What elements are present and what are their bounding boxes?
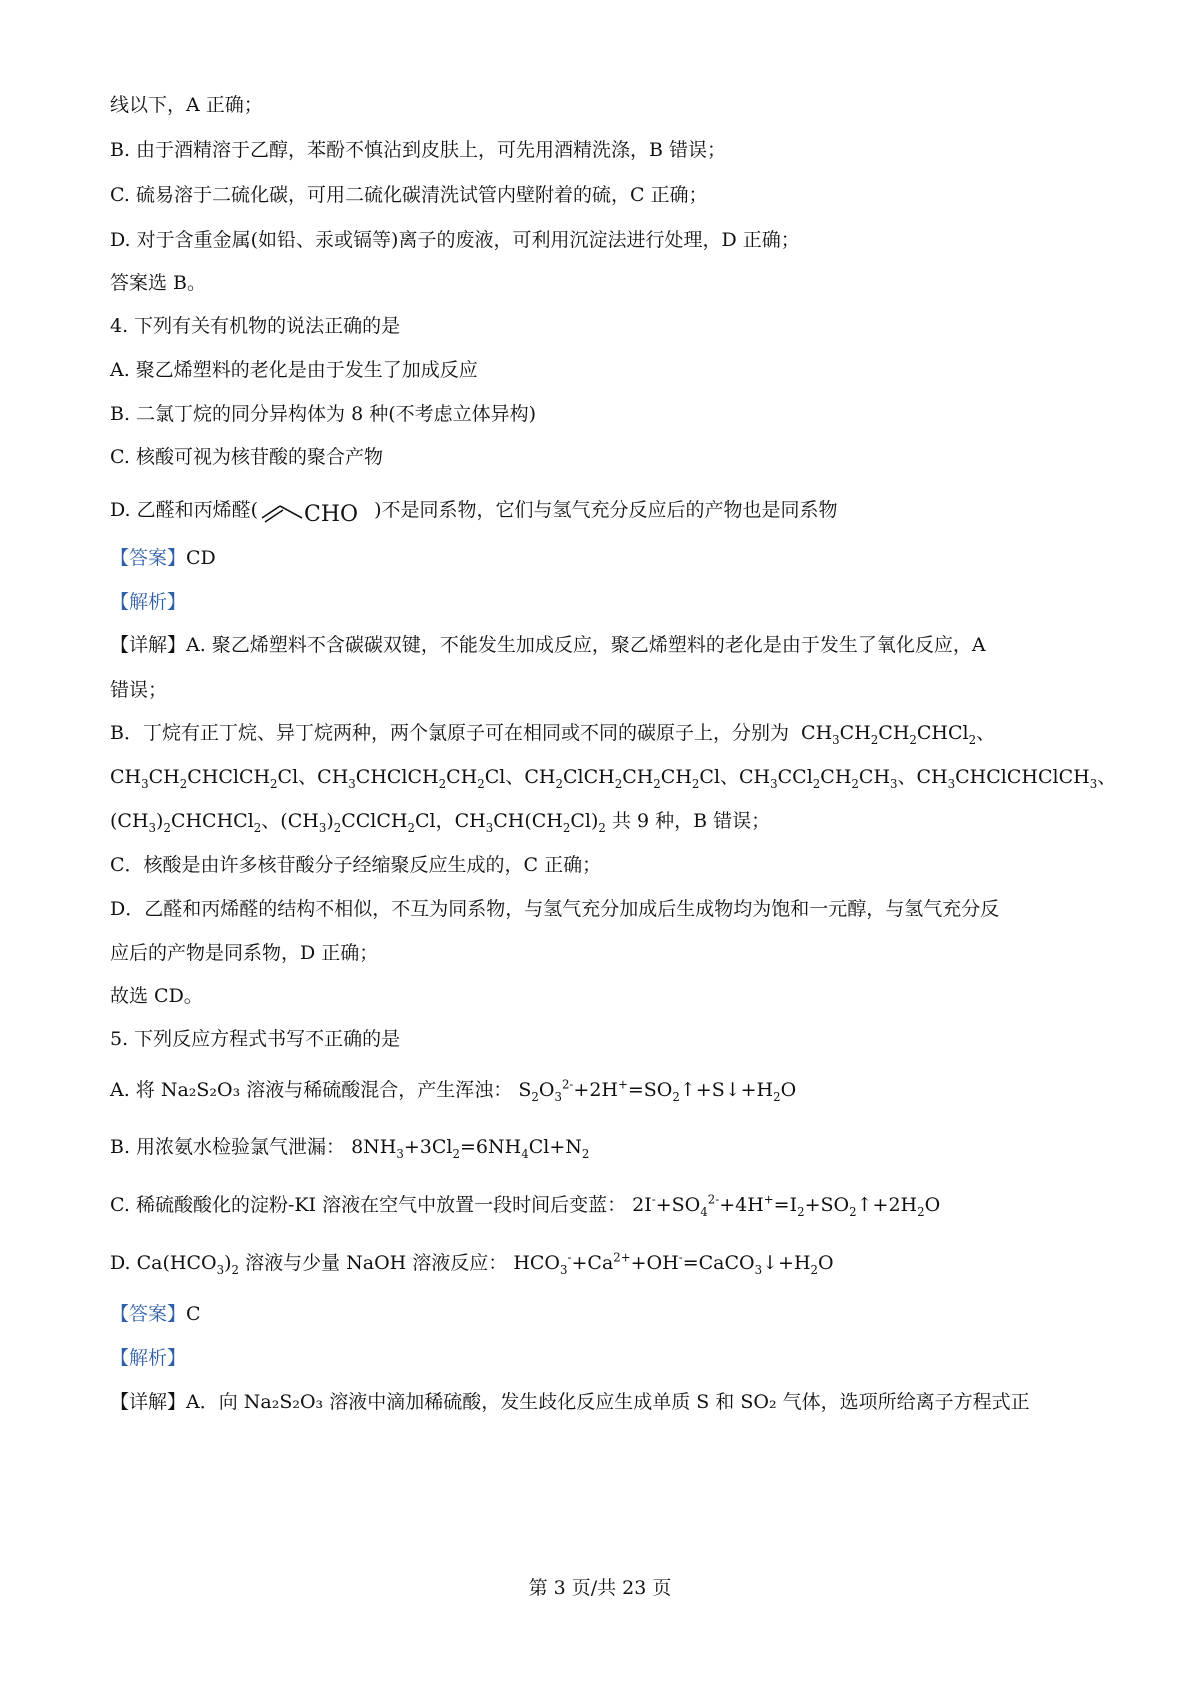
answer-value: CD [186, 547, 216, 569]
q4-detail-a-line2: 错误； [110, 679, 168, 701]
option-text: C. 稀硫酸酸化的淀粉-KI 溶液在空气中放置一段时间后变蓝： [110, 1194, 627, 1216]
question-4-stem: 4. 下列有关有机物的说法正确的是 [110, 315, 401, 337]
option-text: D. $Ca(HCO_3)_2$ [110, 1252, 240, 1277]
q4-option-d-prefix: D. 乙醛和丙烯醛( [110, 499, 259, 521]
q4-option-d [110, 494, 837, 524]
q4-option-a: A. 聚乙烯塑料的老化是由于发生了加成反应 [110, 359, 478, 381]
q4-conclusion: 故选 CD。 [110, 985, 203, 1007]
answer-tag: 【答案】 [110, 547, 187, 569]
formula: $CH_3CH_2CH_2CHCl_2$、 [795, 722, 996, 747]
q5-option-b [110, 1134, 589, 1160]
q4-detail-b-line1 [110, 720, 995, 746]
q4-detail-b-line2 [110, 764, 1116, 790]
detail-tag: 【详解】 [110, 634, 187, 656]
q5-option-a [110, 1077, 796, 1103]
detail-text: A．向 Na₂S₂O₃ 溶液中滴加稀硫酸，发生歧化反应生成单质 S 和 SO₂ 气体，选项所给离子方程式正 [186, 1391, 1030, 1413]
text-line: C. 硫易溶于二硫化碳，可用二硫化碳清洗试管内壁附着的硫，C 正确； [110, 184, 708, 206]
option-text: B. 用浓氨水检验氯气泄漏： [110, 1136, 346, 1158]
q5-analysis-tag: 【解析】 [110, 1347, 187, 1369]
q4-detail-d-line1: D．乙醛和丙烯醛的结构不相似，不互为同系物，与氢气充分加成后生成物均为饱和一元醇，与氢气充分反 [110, 898, 1000, 920]
detail-text: 共 9 种，B 错误； [611, 810, 771, 832]
option-text: 溶液与少量 NaOH 溶液反应： [245, 1252, 508, 1274]
q4-analysis-tag: 【解析】 [110, 591, 187, 613]
q4-detail-a-line1 [110, 632, 986, 658]
q4-detail-b-line3 [110, 808, 770, 834]
text-line: D. 对于含重金属(如铅、汞或镉等)离子的废液，可利用沉淀法进行处理，D 正确； [110, 229, 800, 251]
q4-option-d-suffix: )不是同系物，它们与氢气充分反应后的产物也是同系物 [374, 499, 838, 521]
q4-answer [110, 545, 216, 571]
equation: $2I^-+SO_4^{2-}+4H^+=I_2+SO_2↑+2H_2O$ [632, 1192, 941, 1219]
acrolein-structure-icon [260, 494, 372, 524]
cho-label: CHO [304, 502, 359, 524]
q5-option-c [110, 1192, 940, 1218]
q4-option-c: C. 核酸可视为核苷酸的聚合产物 [110, 446, 383, 468]
equation: $8NH_3+3Cl_2=6NH_4Cl+N_2$ [351, 1136, 590, 1161]
page-number-footer: 第 3 页/共 23 页 [528, 1577, 672, 1599]
detail-text: B．丁烷有正丁烷、异丁烷两种，两个氯原子可在相同或不同的碳原子上，分别为 [110, 722, 789, 744]
formula: $CH_3CH_2CHClCH_2Cl$、$CH_3CHClCH_2CH_2Cl$、$CH_2ClCH_2CH_2CH_2Cl$、$CH_3CCl_2CH_2CH_3$、$CH_3CHClCHClCH_3$、 [110, 766, 1117, 791]
q4-detail-d-line2: 应后的产物是同系物，D 正确； [110, 942, 379, 964]
text-line: 线以下，A 正确； [110, 94, 263, 116]
option-text: A. 将 Na₂S₂O₃ 溶液与稀硫酸混合，产生浑浊： [110, 1079, 513, 1101]
q5-answer [110, 1301, 201, 1327]
answer-tag: 【答案】 [110, 1303, 187, 1325]
text-line: B. 由于酒精溶于乙醇，苯酚不慎沾到皮肤上，可先用酒精洗涤，B 错误； [110, 139, 727, 161]
equation: $HCO_3^-+Ca^{2+}+OH^-=CaCO_3↓+H_2O$ [513, 1250, 834, 1277]
answer-value: C [186, 1303, 201, 1325]
detail-text: A. 聚乙烯塑料不含碳碳双键，不能发生加成反应，聚乙烯塑料的老化是由于发生了氧化反应，A [186, 634, 986, 656]
q4-detail-c: C．核酸是由许多核苷酸分子经缩聚反应生成的，C 正确； [110, 854, 602, 876]
equation: $S_2O_3^{2-}+2H^+=SO_2↑+S↓+H_2O$ [518, 1077, 797, 1104]
detail-tag: 【详解】 [110, 1391, 187, 1413]
text-line: 答案选 B。 [110, 272, 207, 294]
question-5-stem: 5. 下列反应方程式书写不正确的是 [110, 1028, 401, 1050]
formula: $(CH_3)_2CHCHCl_2$、$(CH_3)_2CClCH_2Cl$，$CH_3CH(CH_2Cl)_2$ [110, 810, 606, 835]
q5-detail-a [110, 1389, 1030, 1415]
q5-option-d [110, 1250, 834, 1276]
q4-option-b: B. 二氯丁烷的同分异构体为 8 种(不考虑立体异构) [110, 403, 537, 425]
